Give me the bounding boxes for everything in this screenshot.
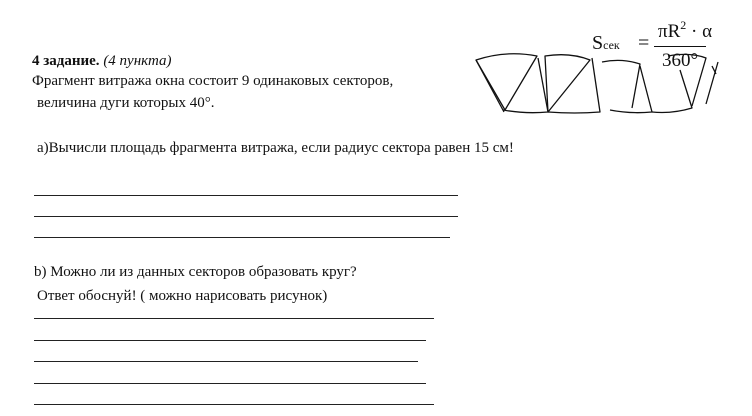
answer-line-a-3[interactable] bbox=[34, 237, 450, 238]
formula-denominator: 360° bbox=[662, 50, 699, 71]
sector-8 bbox=[652, 70, 692, 113]
task-points: (4 пункта) bbox=[103, 53, 172, 69]
part-b-question-line-1: b) Можно ли из данных секторов образовать круг? bbox=[34, 264, 357, 280]
sector-edge-left bbox=[476, 60, 504, 112]
sector-9 bbox=[706, 62, 718, 104]
sector-5 bbox=[602, 60, 640, 108]
task-number: 4 задание. bbox=[32, 53, 100, 69]
sector-6 bbox=[610, 66, 652, 113]
answer-line-b-2[interactable] bbox=[34, 340, 426, 341]
task-statement-line-2: величина дуги которых 40°. bbox=[37, 95, 215, 111]
sector-3 bbox=[545, 55, 590, 112]
sector-2 bbox=[503, 58, 548, 113]
answer-line-b-3[interactable] bbox=[34, 361, 418, 362]
sector-1 bbox=[476, 54, 537, 110]
answer-line-b-4[interactable] bbox=[34, 383, 426, 384]
answer-line-b-1[interactable] bbox=[34, 318, 434, 319]
answer-line-a-2[interactable] bbox=[34, 216, 458, 217]
task-statement-line-1: Фрагмент витража окна состоит 9 одинаковых секторов, bbox=[32, 73, 394, 89]
sector-4 bbox=[548, 58, 600, 113]
formula-exponent: 2 bbox=[680, 18, 687, 32]
part-a-question: а)Вычисли площадь фрагмента витража, если радиус сектора равен 15 см! bbox=[37, 140, 514, 156]
answer-line-a-1[interactable] bbox=[34, 195, 458, 196]
formula-equals: = bbox=[638, 32, 650, 54]
answer-line-b-5[interactable] bbox=[34, 404, 434, 405]
formula-s-subscript: сек bbox=[603, 38, 620, 52]
sector-7 bbox=[668, 54, 706, 106]
part-b-question-line-2: Ответ обоснуй! ( можно нарисовать рисунок) bbox=[37, 288, 328, 304]
formula-numerator: $\pi R^2 \cdot \alpha$ bbox=[658, 18, 713, 42]
formula-s: Sсек bbox=[592, 32, 620, 54]
